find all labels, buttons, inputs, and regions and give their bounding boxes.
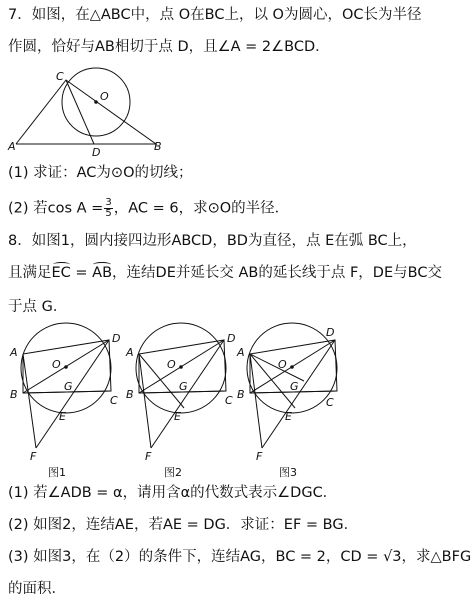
q8-figure-2 <box>125 323 235 479</box>
q8-figure-3 <box>236 323 337 479</box>
arc-ec: EC <box>51 265 71 281</box>
q8-part3: (3) 如图3，在（2）的条件下，连结AG，BC = 2，CD = √3，求△BFG <box>8 549 471 565</box>
q7-part2 <box>8 198 289 219</box>
fig3-label-c: C <box>326 396 334 409</box>
fig2-label-c: C <box>225 394 233 407</box>
q8-line2-suffix: ，连结DE并延长交 AB的延长线于点 F，DE与BC交 <box>112 265 442 281</box>
q7-figure <box>8 70 162 159</box>
arc-ab: AB <box>92 265 113 281</box>
fig1-label-d: D <box>112 332 121 345</box>
q8-line2-equals: = <box>70 265 93 281</box>
fig3-label-e: E <box>285 410 292 423</box>
q7-label-o: O <box>100 90 109 103</box>
q7-part1: (1) 求证：AC为⊙O的切线； <box>8 165 193 181</box>
fig1-label-g: G <box>64 380 73 393</box>
q8-part2: (2) 如图2，连结AE，若AE = DG．求证：EF = BG． <box>8 517 359 533</box>
fig1-label-b: B <box>10 388 18 401</box>
fig3-label-f: F <box>256 450 263 463</box>
fig1-label-e: E <box>59 410 66 423</box>
fig1-label-a: A <box>10 346 18 359</box>
fraction-three-fifths <box>104 198 112 219</box>
fig2-label-d: D <box>227 332 236 345</box>
q7-stem-line2: 作圆，恰好与AB相切于点 D，且∠A = 2∠BCD． <box>8 39 330 55</box>
fig2-label-f: F <box>145 450 152 463</box>
q8-stem-line3: 于点 G． <box>8 299 68 315</box>
q7-part2-suffix: ，AC = 6，求⊙O的半径． <box>113 200 290 217</box>
fig1-label-o: O <box>52 358 61 371</box>
fig2-label-e: E <box>174 410 181 423</box>
caption-figure-1: 图1 <box>48 466 66 479</box>
fig2-label-g: G <box>179 380 188 393</box>
q7-label-c: C <box>56 70 64 83</box>
q7-label-a: A <box>8 140 16 153</box>
q7-stem-line1: 7．如图，在△ABC中，点 O在BC上，以 O为圆心，OC长为半径 <box>8 7 422 23</box>
caption-figure-2: 图2 <box>164 466 182 479</box>
q8-stem-line1: 8．如图1，圆内接四边形ABCD，BD为直径，点 E在弧 BC上， <box>8 233 417 249</box>
q8-part3-continued: 的面积． <box>8 581 66 597</box>
fig3-label-a: A <box>237 346 245 359</box>
fig3-label-g: G <box>290 380 299 393</box>
fig2-label-a: A <box>126 346 134 359</box>
q8-figure-1 <box>9 323 120 479</box>
fig1-label-f: F <box>30 450 37 463</box>
fig3-label-o: O <box>278 358 287 371</box>
q8-part1: (1) 若∠ADB = α，请用含α的代数式表示∠DGC． <box>8 485 338 501</box>
fig3-label-d: D <box>326 326 335 339</box>
q7-part2-prefix: (2) 若cos A = <box>8 200 104 217</box>
fig3-label-b: B <box>237 388 245 401</box>
fig2-label-o: O <box>167 358 176 371</box>
fraction-denominator: 5 <box>105 208 112 219</box>
fraction-numerator: 3 <box>105 197 112 208</box>
q8-line2-prefix: 且满足 <box>8 265 52 281</box>
fig1-label-c: C <box>110 394 118 407</box>
q8-figures <box>8 324 338 478</box>
fig2-label-b: B <box>126 388 134 401</box>
q8-stem-line2 <box>8 264 442 282</box>
q7-label-d: D <box>92 146 101 159</box>
caption-figure-3: 图3 <box>279 466 297 479</box>
q7-label-b: B <box>154 140 162 153</box>
